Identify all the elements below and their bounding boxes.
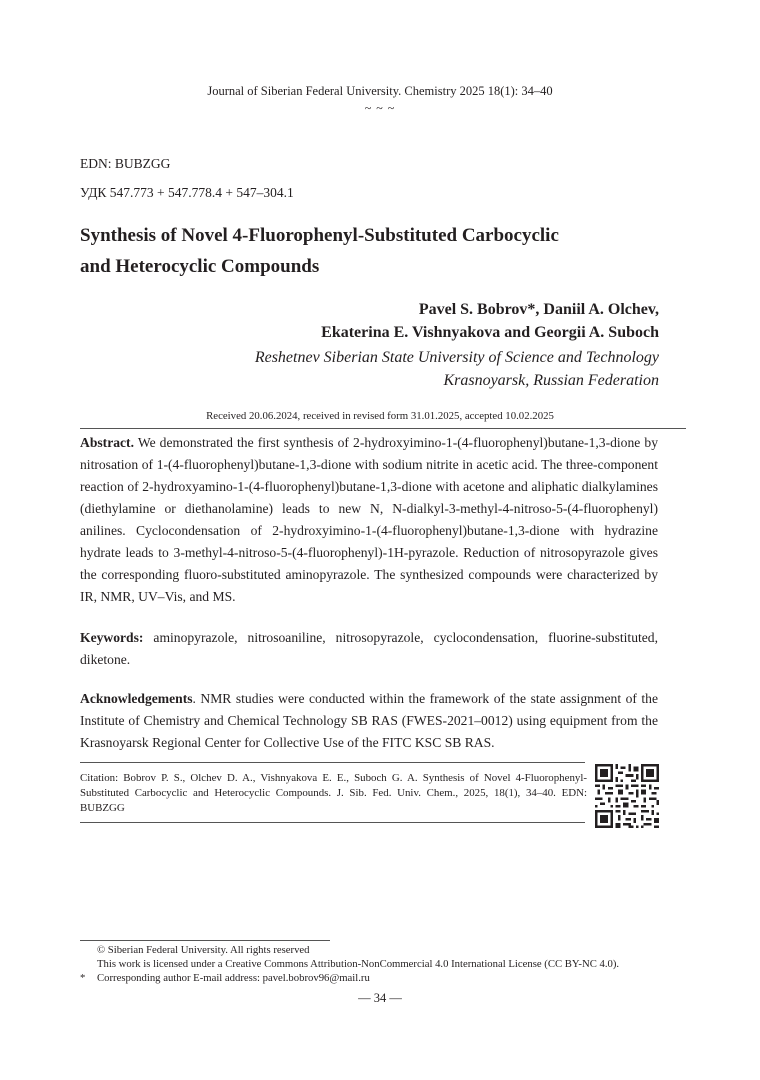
authors-line-2: Ekaterina E. Vishnyakova and Georgii A. Suboch bbox=[321, 324, 659, 341]
divider-top bbox=[80, 428, 686, 429]
acknowledgements-label: Acknowledgements bbox=[80, 691, 193, 706]
acknowledgements bbox=[80, 688, 658, 754]
authors-line-1: Pavel S. Bobrov*, Daniil A. Olchev, bbox=[418, 301, 659, 318]
journal-header: Journal of Siberian Federal University. Chemistry 2025 18(1): 34–40 bbox=[207, 84, 553, 98]
footnote-star: * bbox=[80, 972, 86, 984]
copyright-note: © Siberian Federal University. All rights reserved bbox=[97, 944, 310, 956]
header-separator: ~ ~ ~ bbox=[364, 101, 396, 115]
keywords-label: Keywords: bbox=[80, 630, 144, 645]
udk-code: УДК 547.773 + 547.778.4 + 547–304.1 bbox=[80, 185, 294, 200]
article-title bbox=[80, 220, 640, 282]
acknowledgements-text: . NMR studies were conducted within the framework of the state assignment of the Institute of Chemistry and Chemical Technology SB RAS (FWES-2021–0012) using equipment from the Krasnoyarsk Regional Center for Collective Use of the FITC KSC SB RAS. bbox=[80, 691, 658, 750]
divider-citation-bottom bbox=[80, 822, 585, 823]
title-line-1: Synthesis of Novel 4-Fluorophenyl-Substituted Carbocyclic bbox=[80, 225, 559, 246]
edn-code: EDN: BUBZGG bbox=[80, 156, 171, 171]
affiliation-line-2: Krasnoyarsk, Russian Federation bbox=[443, 372, 659, 389]
authors bbox=[321, 298, 659, 344]
keywords bbox=[80, 627, 658, 671]
title-line-2: and Heterocyclic Compounds bbox=[80, 256, 320, 277]
keywords-text: aminopyrazole, nitrosoaniline, nitrosopyrazole, cyclocondensation, fluorine-substituted, diketone. bbox=[80, 630, 658, 667]
citation: Citation: Bobrov P. S., Olchev D. A., Vishnyakova E. E., Suboch G. A. Synthesis of Novel 4-Fluorophenyl-Substituted Carbocyclic and Heterocyclic Compounds. J. Sib. Fed. Univ. Chem., 2025, 18(1), 34–40. EDN: BUBZGG bbox=[80, 772, 587, 814]
corresponding-author-note bbox=[80, 971, 370, 985]
affiliation bbox=[255, 346, 659, 392]
abstract-text: We demonstrated the first synthesis of 2-hydroxyimino-1-(4-fluorophenyl)butane-1,3-dione by nitrosation of 1-(4-fluorophenyl)butane-1,3-dione with sodium nitrite in acetic acid. The three-component reaction of 2-hydroxyamino-1-(4-fluorophenyl)butane-1,3-dione with acetone and aliphatic dialkylamines (diethylamine or diethanolamine) leads to new N, N-dialkyl-3-methyl-4-nitroso-5-(4-fluorophenyl) anilines. Cyclocondensation of 2-hydroxyimino-1-(4-fluorophenyl)butane-1,3-dione with hydrazine hydrate leads to 3-methyl-4-nitroso-5-(4-fluorophenyl)-1H-pyrazole. Reduction of nitrosopyrazole gives the corresponding fluoro-substituted aminopyrazole. The synthesized compounds were characterized by IR, NMR, UV–Vis, and MS. bbox=[80, 435, 658, 604]
corresponding-email[interactable]: Corresponding author E-mail address: pavel.bobrov96@mail.ru bbox=[97, 972, 370, 984]
divider-citation-top bbox=[80, 762, 585, 763]
qr-code-icon[interactable] bbox=[595, 764, 659, 828]
received-dates: Received 20.06.2024, received in revised form 31.01.2025, accepted 10.02.2025 bbox=[206, 410, 554, 422]
abstract-label: Abstract. bbox=[80, 435, 134, 450]
license-note: This work is licensed under a Creative Commons Attribution-NonCommercial 4.0 International License (CC BY-NC 4.0). bbox=[97, 958, 620, 970]
abstract bbox=[80, 432, 658, 608]
footnote-divider bbox=[80, 940, 330, 941]
page-number: — 34 — bbox=[358, 991, 402, 1005]
affiliation-line-1: Reshetnev Siberian State University of Science and Technology bbox=[254, 349, 659, 366]
